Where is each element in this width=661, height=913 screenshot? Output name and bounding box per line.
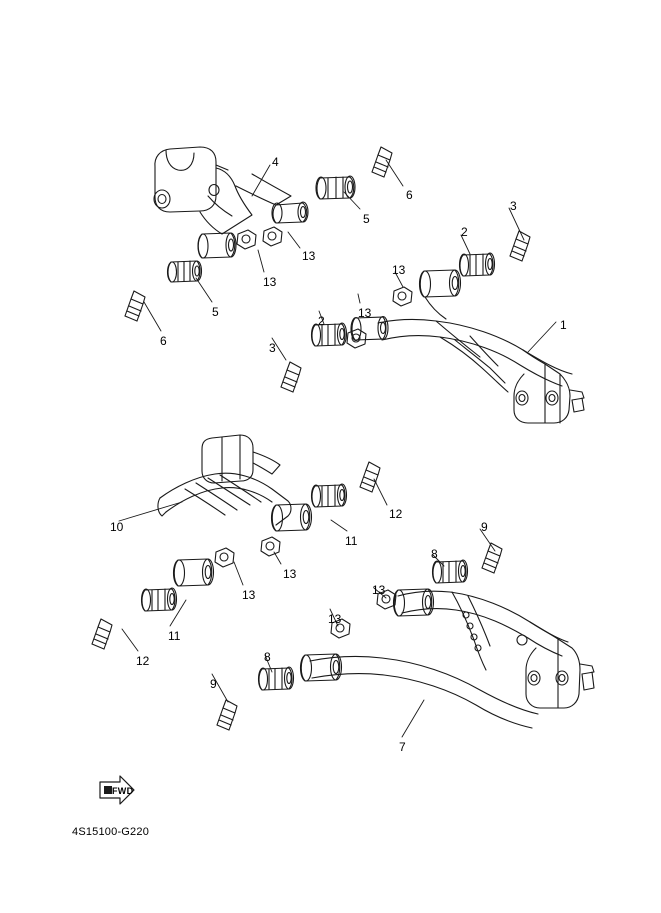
bushing-upper-left xyxy=(198,233,236,258)
nut-upper-a xyxy=(263,227,282,246)
part-callout-12: 12 xyxy=(136,654,150,668)
part-callout-2: 2 xyxy=(461,225,468,239)
bolt-arm1-left xyxy=(281,362,301,392)
collar-arm10-right xyxy=(312,484,347,507)
bolt-upper-right xyxy=(372,147,392,177)
part-callout-13: 13 xyxy=(358,306,372,320)
nut-arm1-left xyxy=(347,329,366,348)
part-callout-13: 13 xyxy=(302,249,316,263)
bolt-upper-left xyxy=(125,291,145,321)
bolt-arm10-right xyxy=(360,462,380,492)
diagram-code-label: 4S15100-G220 xyxy=(72,826,150,838)
lower-right-arm-assembly xyxy=(217,543,594,730)
collar-arm1-right xyxy=(460,253,495,276)
collar-arm7-lower xyxy=(259,667,294,690)
part-callout-7: 7 xyxy=(399,740,406,754)
part-callout-6: 6 xyxy=(406,188,413,202)
collar-arm7-upper xyxy=(433,560,468,583)
part-callout-13: 13 xyxy=(263,275,277,289)
part-callout-8: 8 xyxy=(431,547,438,561)
part-callout-13: 13 xyxy=(392,263,406,277)
bushing-arm1-left xyxy=(351,317,388,341)
part-callout-13: 13 xyxy=(372,583,386,597)
part-callout-8: 8 xyxy=(264,650,271,664)
nut-arm10-a xyxy=(261,537,280,556)
bolt-arm1-right xyxy=(510,231,530,261)
part-callout-11: 11 xyxy=(345,534,358,548)
bushing-arm10-left xyxy=(174,559,214,586)
part-callout-13: 13 xyxy=(328,612,342,626)
bushing-arm1-right xyxy=(420,270,461,319)
nut-arm1-right xyxy=(393,287,412,306)
part-callout-3: 3 xyxy=(510,199,517,213)
part-callout-12: 12 xyxy=(389,507,403,521)
part-callout-3: 3 xyxy=(269,341,276,355)
bolt-arm7-upper xyxy=(482,543,502,573)
part-callout-13: 13 xyxy=(283,567,297,581)
forward-marker-label: FWD xyxy=(112,786,134,796)
collar-upper xyxy=(316,176,355,199)
bushing-upper-right xyxy=(272,202,308,223)
part-callout-10: 10 xyxy=(110,520,124,534)
upper-right-arm-assembly xyxy=(281,231,584,423)
collar-arm10-left xyxy=(142,588,177,611)
nut-arm10-b xyxy=(215,548,234,567)
part-callout-5: 5 xyxy=(212,305,219,319)
part-callout-1: 1 xyxy=(560,318,567,332)
part-callout-11: 11 xyxy=(168,629,181,643)
nut-upper-b xyxy=(237,230,256,249)
part-callout-9: 9 xyxy=(210,677,217,691)
part-callout-2: 2 xyxy=(318,314,325,328)
upper-left-arm-assembly xyxy=(125,147,392,321)
part-callout-13: 13 xyxy=(242,588,256,602)
part-callout-6: 6 xyxy=(160,334,167,348)
bolt-arm10-left xyxy=(92,619,112,649)
bolt-arm7-lower xyxy=(217,700,237,730)
part-callout-4: 4 xyxy=(272,155,279,169)
collar-arm1-left xyxy=(312,323,347,346)
leader-lines xyxy=(119,160,556,737)
part-callout-5: 5 xyxy=(363,212,370,226)
part-callout-9: 9 xyxy=(481,520,488,534)
